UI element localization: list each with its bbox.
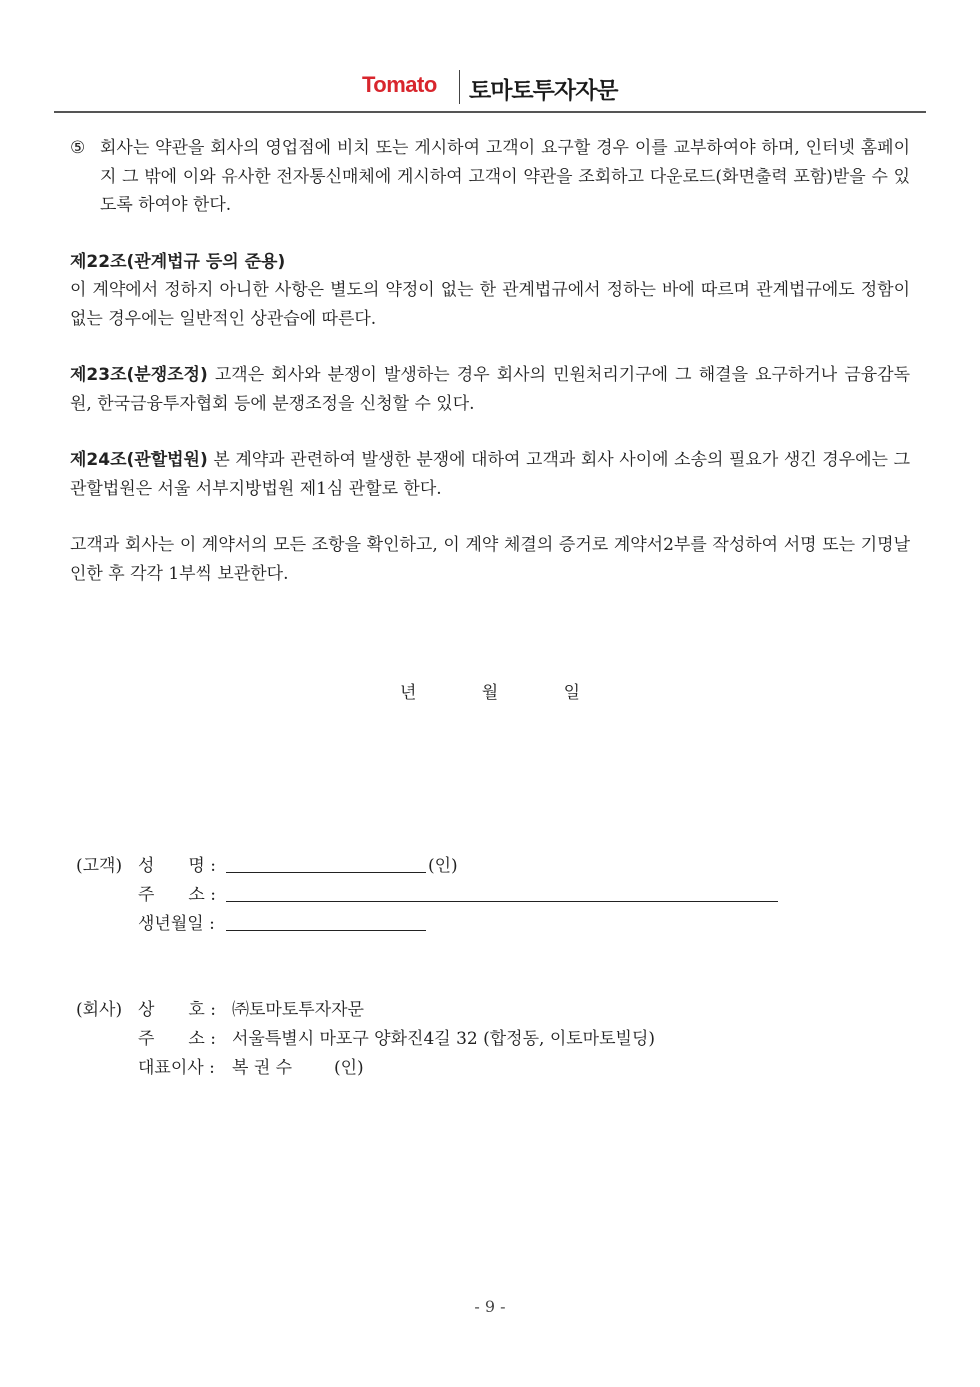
- signing-date: [0, 678, 980, 703]
- customer-address-label: 주 소 :: [138, 885, 216, 905]
- company-signature-block: [76, 996, 796, 1083]
- company-ceo-value: 복 권 수: [232, 1058, 293, 1078]
- tomato-logo-ko: 토마토투자자문: [469, 78, 618, 104]
- customer-address-field[interactable]: [226, 881, 778, 902]
- customer-birth-label: 생년월일 :: [138, 914, 215, 934]
- tomato-logo-en: Tomato: [362, 72, 437, 97]
- header-rule: [54, 111, 926, 113]
- company-address-value: 서울특별시 마포구 양화진4길 32 (합정동, 이토마토빌딩): [232, 1029, 655, 1049]
- clause-text: 회사는 약관을 회사의 영업점에 비치 또는 게시하여 고객이 요구할 경우 이를 교부하여야 하며, 인터넷 홈페이지 그 밖에 이와 유사한 전자통신매체에 게시하여 고객이 약관을 조회하고 다운로드(화면출력 포함)받을 수 있도록 하여야 한다.: [100, 138, 910, 215]
- article-23-text: 고객은 회사와 분쟁이 발생하는 경우 회사의 민원처리기구에 그 해결을 요구하거나 금융감독원, 한국금융투자협회 등에 분쟁조정을 신청할 수 있다.: [70, 365, 911, 414]
- customer-seal: (인): [428, 856, 458, 876]
- customer-birth-field[interactable]: [226, 910, 426, 931]
- company-address-label: 주 소 :: [138, 1029, 216, 1049]
- article-24-title: 제24조(관할법원): [70, 450, 208, 470]
- customer-party-label: (고객): [76, 856, 123, 876]
- page-number: - 9 -: [474, 1297, 506, 1316]
- clause-5: [70, 134, 910, 220]
- document-body: [70, 134, 910, 588]
- company-name-label: 상 호 :: [138, 1000, 216, 1020]
- logo-divider: [459, 70, 460, 104]
- article-22-text: 이 계약에서 정하지 아니한 사항은 별도의 약정이 없는 한 관계법규에서 정하는 바에 따르며 관계법규에도 정함이 없는 경우에는 일반적인 상관습에 따른다.: [70, 280, 910, 329]
- article-23-title: 제23조(분쟁조정): [70, 365, 208, 385]
- page-header: [0, 66, 980, 110]
- company-seal: (인): [334, 1058, 364, 1078]
- date-month: 월: [481, 683, 499, 703]
- company-name-value: ㈜토마토투자자문: [232, 1000, 364, 1020]
- company-ceo-label: 대표이사 :: [138, 1058, 215, 1078]
- date-day: 일: [563, 683, 581, 703]
- closing-statement: 고객과 회사는 이 계약서의 모든 조항을 확인하고, 이 계약 체결의 증거로 계약서2부를 작성하여 서명 또는 기명날인한 후 각각 1부씩 보관한다.: [70, 535, 910, 584]
- article-22-title: 제22조(관계법규 등의 준용): [70, 251, 286, 272]
- article-24-text: 본 계약과 관련하여 발생한 분쟁에 대하여 고객과 회사 사이에 소송의 필요가 생긴 경우에는 그 관할법원은 서울 서부지방법원 제1심 관할로 한다.: [70, 450, 910, 499]
- customer-signature-block: [76, 852, 796, 939]
- article-24: [70, 446, 910, 503]
- customer-name-label: 성 명 :: [138, 856, 216, 876]
- clause-number: ⑤: [70, 138, 86, 158]
- date-year: 년: [399, 683, 417, 703]
- article-23: [70, 361, 910, 418]
- company-party-label: (회사): [76, 1000, 123, 1020]
- customer-name-field[interactable]: [226, 852, 426, 873]
